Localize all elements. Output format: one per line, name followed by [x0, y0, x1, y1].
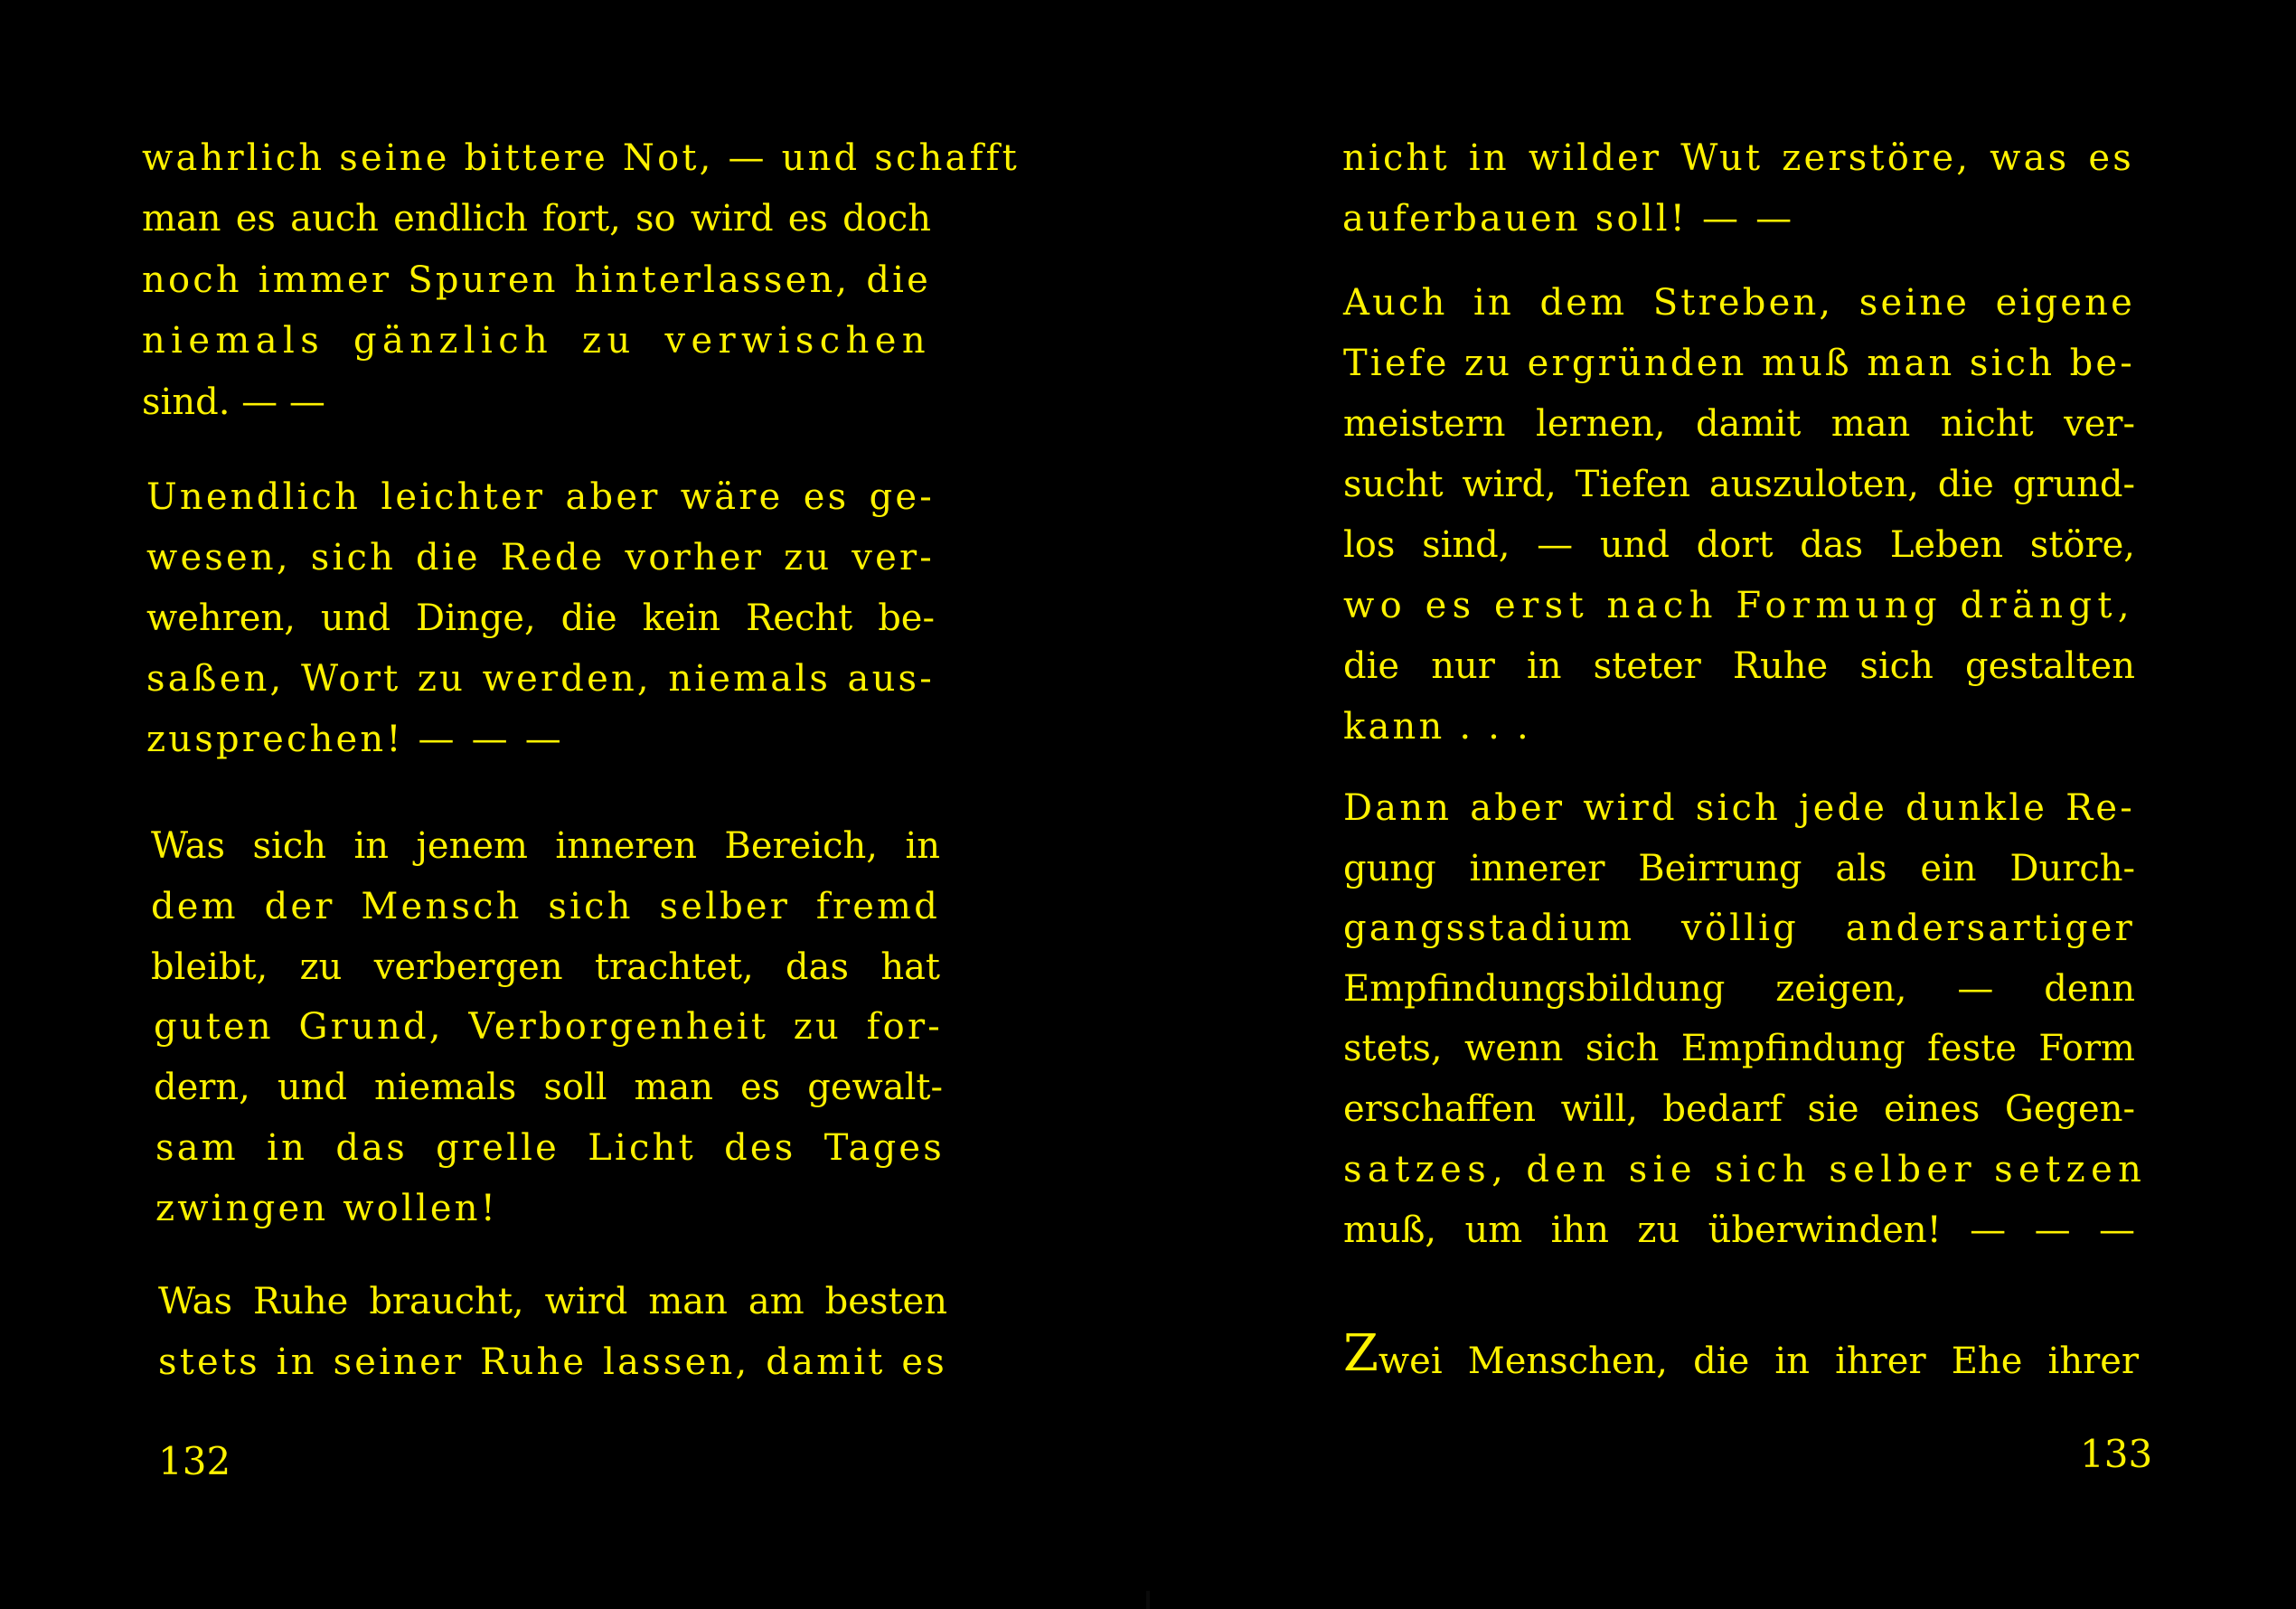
page-number: 133: [2080, 1432, 2153, 1476]
text-line: guten Grund, Verborgenheit zu for-: [154, 1006, 943, 1048]
text-line: Was sich in jenem inneren Bereich, in: [151, 825, 940, 867]
text-line: die nur in steter Ruhe sich gestalten: [1343, 645, 2135, 687]
text-line: Unendlich leichter aber wäre es ge-: [146, 476, 935, 518]
text-line: bleibt, zu verbergen trachtet, das hat: [151, 946, 940, 988]
chapter-opening-line: [1343, 1324, 2139, 1383]
dropcap: Z: [1343, 1324, 1379, 1383]
text-line: zusprechen! — — —: [146, 719, 564, 760]
text-line: los sind, — und dort das Leben störe,: [1343, 524, 2135, 566]
text-line: stets, wenn sich Empfindung feste Form: [1343, 1028, 2135, 1069]
text-line: dem der Mensch sich selber fremd: [151, 886, 940, 927]
text-line: gangsstadium völlig andersartiger: [1343, 908, 2135, 949]
text-line: wahrlich seine bittere Not, — und schafft: [142, 137, 1020, 179]
text-line: satzes, den sie sich selber setzen: [1343, 1149, 2148, 1190]
text-line: Empfindungsbildung zeigen, — denn: [1343, 968, 2135, 1010]
text-line: wo es erst nach Formung drängt,: [1343, 585, 2135, 626]
text-line: niemals gänzlich zu verwischen: [142, 320, 931, 362]
text-line: Was Ruhe braucht, wird man am besten: [158, 1281, 947, 1322]
text-line: auferbauen soll! — —: [1342, 198, 1795, 240]
text-line: saßen, Wort zu werden, niemals aus-: [146, 658, 935, 700]
gutter-mark: [1146, 1591, 1150, 1609]
text-line: zwingen wollen!: [155, 1188, 499, 1229]
text-line: sucht wird, Tiefen auszuloten, die grund-: [1343, 464, 2135, 505]
text-line: kann . . .: [1343, 706, 1531, 748]
text-line: wehren, und Dinge, die kein Recht be-: [146, 597, 935, 639]
text-line: Tiefe zu ergründen muß man sich be-: [1343, 343, 2135, 384]
text-line: wesen, sich die Rede vorher zu ver-: [146, 537, 935, 579]
text-line: erschaffen will, bedarf sie eines Gegen-: [1343, 1088, 2135, 1130]
text-line: dern, und niemals soll man es gewalt-: [154, 1067, 943, 1108]
text-line: man es auch endlich fort, so wird es doch: [142, 198, 931, 240]
text-line: Auch in dem Streben, seine eigene: [1343, 282, 2135, 324]
page-number: 132: [158, 1439, 231, 1483]
text-line: sam in das grelle Licht des Tages: [155, 1127, 945, 1169]
text-line: gung innerer Beirrung als ein Durch-: [1343, 848, 2135, 889]
text-line: meistern lernen, damit man nicht ver-: [1343, 403, 2135, 445]
text-line: noch immer Spuren hinterlassen, die: [142, 259, 931, 301]
text-line: muß, um ihn zu überwinden! — — —: [1343, 1209, 2135, 1251]
text-line: Dann aber wird sich jede dunkle Re-: [1343, 787, 2135, 829]
text-line: sind. — —: [142, 381, 325, 423]
right-page: [1148, 0, 2296, 1609]
text-line: stets in seiner Ruhe lassen, damit es: [158, 1341, 947, 1383]
text-line: nicht in wilder Wut zerstöre, was es: [1342, 137, 2134, 179]
text-line: wei Menschen, die in ihrer Ehe ihrer: [1378, 1341, 2139, 1382]
